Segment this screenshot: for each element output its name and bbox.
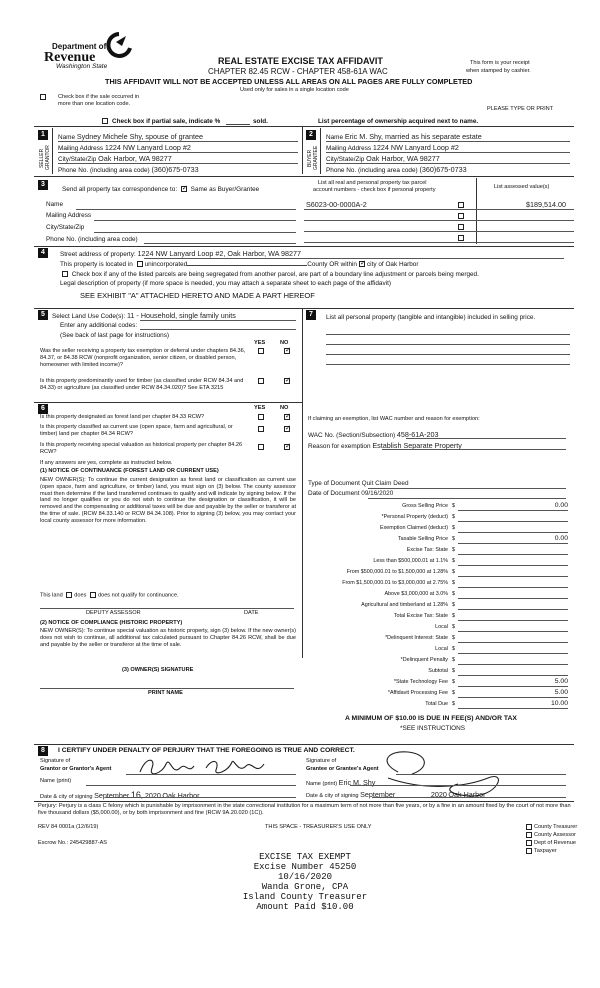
section-6-no-header: NO [280,405,289,411]
buyer-city-label: City/State/Zip [326,156,365,163]
s5-q1-no[interactable] [282,348,292,355]
tax-row-label: Total Excise Tax: State [393,613,448,619]
corr-phone-label: Phone No. (including area code) [46,236,138,243]
seller-mail[interactable]: 1224 NW Lanyard Loop #2 [104,143,191,152]
does-label: does [74,592,87,599]
tax-row [304,700,574,710]
section-3-correspondence [36,178,576,244]
distribution-list [524,823,577,855]
corr-city-label: City/State/Zip [46,224,85,231]
tax-row-label: From $1,500,000.01 to $3,000,000 at 2.75% [342,580,448,586]
seller-mail-label: Mailing Address [58,145,104,152]
tax-row-label: Less than $500,000.01 at 1.1% [373,558,448,564]
s6-q3-no[interactable] [282,444,292,451]
dor-logo-text-dept: Department of [52,42,107,51]
grantor-sig-of: Signature of [40,758,71,764]
send-correspondence-label: Send all property tax correspondence to: [62,186,178,193]
tax-row [304,656,574,666]
perjury-notice: Perjury: Perjury is a class C felony which is punishable by imprisonment in the state correctional institution for a maximum term of not more than five years, or by a fine in an amount fixed by the court of not more than five thousand dollars ($5,000.00), or by both imprisonment and fine (RCW 9A.20.020 (1C)). [38,803,571,816]
grantee-date-month[interactable]: September [360,790,396,799]
stamp-line-3: 10/16/2020 [277,872,332,882]
s5-q2-no[interactable] [282,378,292,385]
tax-row-label: Excise Tax: State [406,547,448,553]
grantor-date-day[interactable]: 16 [130,790,141,800]
dist-taxpayer: Taxpayer [534,848,557,854]
s6-q2-no[interactable] [282,426,292,433]
grantor-name-print-label: Name (print) [40,778,72,784]
tax-row-field[interactable] [458,686,568,687]
s6-q1-yes[interactable] [256,414,266,421]
personal-property-checkbox-1[interactable] [456,202,466,209]
s6-q1-no[interactable] [282,414,292,421]
seller-name-label: Name [58,134,76,141]
tax-row [304,579,574,589]
section-8-number: 8 [38,746,48,756]
see-instructions-note: *SEE INSTRUCTIONS [400,725,465,732]
tax-row-field[interactable] [458,532,568,533]
tax-row-field[interactable] [458,697,568,698]
parcel-number[interactable]: S6023-00-0000A-2 [306,200,367,209]
tax-row-dollar: $ [452,690,455,696]
grantee-name-print[interactable]: Eric M. Shy [338,778,376,787]
single-location-note: Used only for sales in a single location code [240,87,349,93]
tax-row-dollar: $ [452,503,455,509]
tax-row [304,689,574,699]
notice-2-body: NEW OWNER(S): To continue special valuation as historic property, sign (3) below. If the new owner(s) does not wish to continue, all additional tax calculated pursuant to Chapter 84.26 RCW, shall be due and payable by the seller or transferor at the time of sale. [40,628,296,648]
additional-codes-label: Enter any additional codes: [60,322,138,329]
buyer-phone[interactable]: (360)675-0733 [419,165,467,174]
receipt-note-1: This form is your receipt [470,60,530,66]
section-4-property [36,248,576,304]
deputy-assessor-label: DEPUTY ASSESSOR [86,610,141,616]
parcel-header-1: List all real and personal property tax parcel [318,180,427,186]
assessed-header: List assessed value(s) [494,184,550,190]
buyer-mail[interactable]: 1224 NW Lanyard Loop #2 [372,143,459,152]
section-6-yes-header: YES [254,405,266,411]
s5-q2-yes[interactable] [256,378,266,385]
tax-row-label: Subtotal [428,668,448,674]
section-6-q1: Is this property designated as forest land per chapter 84.33 RCW? [40,414,205,420]
partial-sale-sold: sold. [253,118,268,125]
wac-number[interactable]: 458-61A-203 [396,430,439,439]
tax-row [304,568,574,578]
wac-label: WAC No. (Section/Subsection) [308,432,396,439]
tax-row-dollar: $ [452,580,455,586]
tax-row-field[interactable] [458,642,568,643]
tax-row-dollar: $ [452,558,455,564]
section-5-q1: Was the seller receiving a property tax exemption or deferral under chapters 84.36, 84.37, or 84.38 RCW (nonprofit organization, senior citizen, or disabled person, homeowner with limited income)? [40,348,246,368]
section-6-q3: Is this property receiving special valuation as historical property per chapter 84.26 RCW? [40,442,243,455]
tax-row-field[interactable] [458,653,568,654]
unincorporated-label: unincorporated [144,261,188,268]
stamp-line-5: Island County Treasurer [242,892,368,902]
tax-row [304,502,574,512]
personal-property-label: List all personal property (tangible and intangible) included in selling price. [326,314,536,321]
tax-row-value[interactable]: 0.00 [554,535,568,542]
tax-row-value[interactable]: 10.00 [550,700,568,707]
tax-row [304,623,574,633]
multi-location-checkbox[interactable] [38,94,48,101]
grantor-city[interactable]: Oak Harbor [162,791,200,800]
form-chapter: CHAPTER 82.45 RCW - CHAPTER 458-61A WAC [208,67,388,76]
tax-row-label: Exemption Claimed (deduct) [379,525,448,531]
deputy-date-label: DATE [244,610,259,616]
if-yes-note: If any answers are yes, complete as instructed below. [40,460,173,466]
tax-row-label: *Delinquent Penalty [400,657,448,663]
located-label: This property is located in [60,261,133,268]
grantee-city[interactable]: Oak Harbor [448,790,486,799]
section-6-q2: Is this property classified as current use (open space, farm and agricultural, or timber) land per chapter 84.34 RCW? [40,424,233,437]
seller-name[interactable]: Sydney Michele Shy, spouse of grantee [76,132,203,141]
county-within-label: County OR within [307,261,357,268]
escrow-number: 245429887-AS [69,840,108,846]
tax-row-dollar: $ [452,668,455,674]
legal-desc-label: Legal description of property (if more space is needed, you may attach a separate sheet to each page of the affidavit) [60,280,391,287]
type-or-print: PLEASE TYPE OR PRINT [487,106,554,112]
corr-name-label: Name [46,201,64,208]
section-5-number: 5 [38,310,48,320]
multi-location-label-1: Check box if the sale occurred in [58,94,140,100]
tax-row-field[interactable] [458,587,568,588]
personal-property-checkbox-3[interactable] [456,224,466,231]
tax-row-dollar: $ [452,657,455,663]
tax-row-dollar: $ [452,525,455,531]
tax-row-label: Local [435,646,448,652]
within-city-checkbox[interactable] [359,261,365,267]
unincorporated-checkbox[interactable] [137,261,143,267]
this-land-label: This land [40,592,63,599]
tax-minimum-note: A MINIMUM OF $10.00 IS DUE IN FEE(S) AND/OR TAX [345,715,517,722]
dist-dept-revenue: Dept of Revenue [534,840,576,846]
partial-sale-label: Check box if partial sale, indicate % [112,118,221,125]
assessed-value[interactable]: $189,514.00 [526,200,566,209]
tax-row-dollar: $ [452,569,455,575]
tax-row-field[interactable] [458,598,568,599]
section-2-buyer [304,128,574,174]
section-4-number: 4 [38,248,48,258]
section-3-number: 3 [38,180,48,190]
owner-signature-label: (3) OWNER(S) SIGNATURE [122,667,194,673]
tax-row-field[interactable] [458,708,568,709]
section-1-number: 1 [38,130,48,140]
dor-logo-text-state: Washington State [56,63,108,70]
tax-row [304,524,574,534]
see-back-note: (See back of last page for instructions) [60,332,170,339]
does-not-qualify-checkbox[interactable] [90,592,96,598]
dor-logo-text-revenue: Revenue [44,50,96,65]
personal-property-checkbox-4[interactable] [456,235,466,242]
dist-county-assessor: County Assessor [534,832,576,838]
tax-row [304,513,574,523]
seller-city[interactable]: Oak Harbor, WA 98277 [98,154,172,163]
tax-row-dollar: $ [452,591,455,597]
does-not-label: does not qualify for continuance. [97,592,179,599]
grantor-signature[interactable] [136,754,296,780]
tax-row-label: *Affidavit Processing Fee [387,690,448,696]
notice-1-body: NEW OWNER(S): To continue the current designation as forest land or classification as current use (open space, farm and agriculture, or timber) land, you must sign on (3) below. The county assessor must then determine if the land transferred continues to qualify and will indicate by signing below. If the land no longer qualifies or you do not wish to continue the designation or classification, it will be removed and the compensating or additional taxes will be due and payable by the seller or transferor at the time of sale. (RCW 84.33.140 or RCW 84.34.108). Prior to signing (3) below, you may contact your local county assessor for more information. [40,477,296,524]
section-6-designation [36,402,300,752]
tax-row-field[interactable] [458,554,568,555]
exhibit-a-text: SEE EXHIBIT "A" ATTACHED HERETO AND MADE A PART HEREOF [80,291,315,300]
grantor-date-city-label: Date & city of signing [40,794,93,800]
tax-row-dollar: $ [452,613,455,619]
tax-row-field[interactable] [458,620,568,621]
tax-row-field[interactable] [458,565,568,566]
tax-row-label: Agricultural and timberland at 1.28% [361,602,448,608]
section-5-q2: Is this property predominantly used for timber (as classified under RCW 84.34 and 84.33) or agriculture (as classified under RCW 84.34.020)? See ETA 3215 [40,378,244,391]
tax-row-dollar: $ [452,635,455,641]
treasurer-use-label: THIS SPACE - TREASURER'S USE ONLY [265,824,372,830]
tax-row-dollar: $ [452,547,455,553]
form-warning: THIS AFFIDAVIT WILL NOT BE ACCEPTED UNLESS ALL AREAS ON ALL PAGES ARE FULLY COMPLETED [105,77,473,86]
section-5-yes-header: YES [254,340,266,346]
tax-row-dollar: $ [452,536,455,542]
tax-row [304,678,574,688]
tax-row-label: Above $3,000,000 at 3.0% [384,591,448,597]
grantee-date-city-label: Date & city of signing [306,793,359,799]
certify-statement: I CERTIFY UNDER PENALTY OF PERJURY THAT THE FOREGOING IS TRUE AND CORRECT. [58,747,355,754]
tax-row-label: *State Technology Fee [393,679,448,685]
tax-row-dollar: $ [452,624,455,630]
tax-row-label: Gross Selling Price [402,503,448,509]
tax-row [304,557,574,567]
s5-q1-yes[interactable] [256,348,266,355]
tax-row-dollar: $ [452,646,455,652]
rev-number: REV 84 0001a (12/6/19) [38,824,99,830]
tax-row-value[interactable]: 5.00 [554,678,568,685]
grantor-agent-label: Grantor or Grantor's Agent [40,766,112,772]
dist-county-treasurer: County Treasurer [534,824,578,830]
tax-row-field[interactable] [458,675,568,676]
tax-row [304,612,574,622]
doc-type[interactable]: Quit Claim Deed [361,480,409,487]
tax-row-field[interactable] [458,510,568,511]
tax-row [304,546,574,556]
grantee-name-print-label: Name (print) [306,781,338,787]
doc-date[interactable]: 09/16/2020 [361,490,394,497]
same-as-buyer-label: Same as Buyer/Grantee [190,186,260,193]
tax-row-label: *Delinquent Interest: State [385,635,448,641]
stamp-line-4: Wanda Grone, CPA [261,882,349,892]
tax-row-dollar: $ [452,701,455,707]
section-6-number: 6 [38,404,48,414]
tax-row-label: Taxable Selling Price [397,536,448,542]
does-qualify-checkbox[interactable] [66,592,72,598]
buyer-mail-label: Mailing Address [326,145,372,152]
s6-q3-yes[interactable] [256,444,266,451]
tax-row-field[interactable] [458,664,568,665]
grantee-date-year[interactable]: 2020 [430,790,447,799]
tax-row-value[interactable]: 5.00 [554,689,568,696]
tax-row-label: *Personal Property (deduct) [381,514,448,520]
segregated-label: Check box if any of the listed parcels are being segregated from another parcel, are part of a boundary line adjustment or parcels being merged. [71,271,479,278]
corr-mail-label: Mailing Address [46,212,92,219]
escrow-label: Escrow No.: [38,840,69,846]
same-as-buyer-checkbox[interactable] [181,186,187,192]
buyer-tab: BUYER GRANTEE [307,145,319,171]
reason-value[interactable]: Establish Separate Property [372,441,462,450]
grantor-date-month[interactable]: September [94,791,130,800]
tax-row [304,535,574,545]
section-5-no-header: NO [280,340,289,346]
stamp-line-6: Amount Paid $10.00 [256,902,354,912]
seller-tab: SELLER GRANTOR [39,145,51,171]
form-title: REAL ESTATE EXCISE TAX AFFIDAVIT [218,56,383,66]
tax-row-value[interactable]: 0.00 [554,502,568,509]
section-5-land-use [36,310,300,402]
grantor-date-year[interactable]: , 2020 [140,791,161,800]
tax-row [304,634,574,644]
notice-1-title: (1) NOTICE OF CONTINUANCE (FOREST LAND OR CURRENT USE) [40,468,219,474]
tax-row-dollar: $ [452,514,455,520]
tax-row-field[interactable] [458,609,568,610]
tax-row [304,601,574,611]
tax-row-field[interactable] [458,576,568,577]
buyer-city[interactable]: Oak Harbor, WA 98277 [366,154,440,163]
grantee-sig-of: Signature of [306,758,337,764]
buyer-phone-label: Phone No. (including area code) [326,167,418,174]
tax-row-field[interactable] [458,543,568,544]
buyer-name-label: Name [326,134,344,141]
tax-row [304,667,574,677]
doc-date-label: Date of Document [308,490,360,497]
doc-type-label: Type of Document [308,480,360,487]
multi-location-label-2: more than one location code. [58,101,131,107]
reason-label: Reason for exemption [308,443,371,450]
treasurer-stamp [240,852,370,912]
tax-row-label: From $500,000.01 to $1,500,000 at 1.28% [346,569,448,575]
tax-row-field[interactable] [458,521,568,522]
parcel-header-2: account numbers - check box if personal property [313,187,436,193]
tax-row-dollar: $ [452,602,455,608]
section-2-number: 2 [306,130,316,140]
section-1-seller [36,128,300,174]
tax-row [304,590,574,600]
street-label: Street address of property: [60,251,136,258]
city-of-label: city of Oak Harbor [366,261,419,268]
tax-row-label: Total Due [425,701,448,707]
partial-sale-checkbox[interactable] [100,118,110,125]
personal-property-checkbox-2[interactable] [456,213,466,220]
buyer-name[interactable]: Eric M. Shy, married as his separate estate [344,132,482,141]
dor-logo [38,32,138,72]
tax-row [304,645,574,655]
exemption-claim-label: If claiming an exemption, list WAC number and reason for exemption: [308,416,480,422]
land-use-label: Select Land Use Code(s): [52,313,126,320]
seller-phone[interactable]: (360)675-0733 [151,165,199,174]
section-7-number: 7 [306,310,316,320]
partial-sale-pct-input[interactable] [226,117,250,125]
land-use-code[interactable]: 11 - Household, single family units [126,311,236,320]
pct-ownership-note: List percentage of ownership acquired next to name. [318,118,479,125]
s6-q2-yes[interactable] [256,426,266,433]
seller-phone-label: Phone No. (including area code) [58,167,150,174]
stamp-line-2: Excise Number 45250 [253,862,357,872]
segregated-checkbox[interactable] [62,271,68,277]
grantee-agent-label: Grantee or Grantee's Agent [306,766,379,772]
stamp-line-1: EXCISE TAX EXEMPT [259,852,351,862]
street-address[interactable]: 1224 NW Lanyard Loop #2, Oak Harbor, WA 98277 [137,249,301,258]
dor-logo-icon [106,32,132,60]
notice-2-title: (2) NOTICE OF COMPLIANCE (HISTORIC PROPERTY) [40,620,183,626]
print-name-label: PRINT NAME [148,690,183,696]
tax-row-dollar: $ [452,679,455,685]
tax-row-label: Local [435,624,448,630]
seller-city-label: City/State/Zip [58,156,97,163]
tax-row-field[interactable] [458,631,568,632]
receipt-note-2: when stamped by cashier. [466,68,531,74]
